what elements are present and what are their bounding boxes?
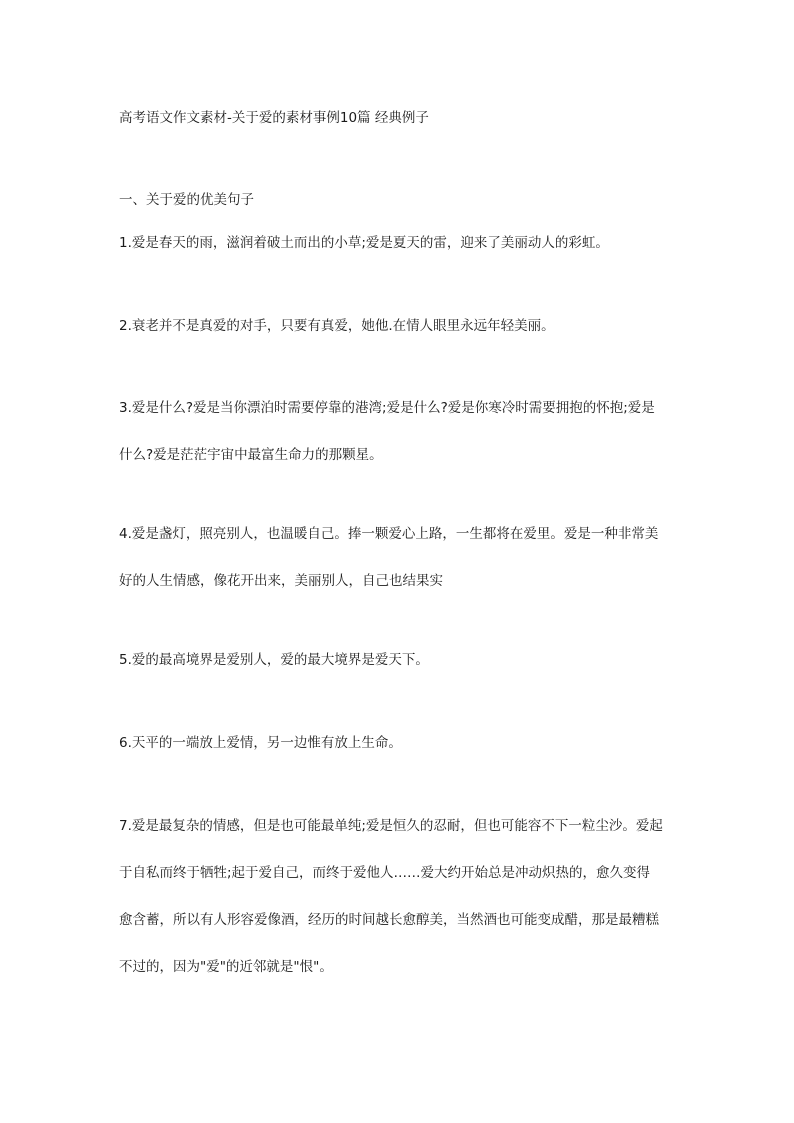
paragraph-4 bbox=[119, 524, 679, 591]
paragraph-line: 4.爱是盏灯，照亮别人，也温暖自己。捧一颗爱心上路，一生都将在爱里。爱是一种非常美 bbox=[119, 526, 659, 542]
paragraph-6 bbox=[119, 733, 679, 753]
paragraph-line: 3.爱是什么?爱是当你漂泊时需要停靠的港湾;爱是什么?爱是你寒冷时需要拥抱的怀抱;爱是 bbox=[119, 400, 655, 416]
section-heading: 一、关于爱的优美句子 bbox=[119, 192, 254, 208]
document-title: 高考语文作文素材-关于爱的素材事例10篇 经典例子 bbox=[119, 110, 429, 126]
paragraph-line: 什么?爱是茫茫宇宙中最富生命力的那颗星。 bbox=[119, 447, 383, 463]
paragraph-line: 不过的，因为"爱"的近邻就是"恨"。 bbox=[119, 959, 333, 975]
paragraph-line: 2.衰老并不是真爱的对手，只要有真爱，她他.在情人眼里永远年轻美丽。 bbox=[119, 318, 555, 334]
paragraph-line: 愈含蓄，所以有人形容爱像酒，经历的时间越长愈醇美，当然酒也可能变成醋，那是最糟糕 bbox=[119, 912, 659, 928]
paragraph-line: 1.爱是春天的雨，滋润着破土而出的小草;爱是夏天的雷，迎来了美丽动人的彩虹。 bbox=[119, 235, 609, 251]
paragraph-3 bbox=[119, 398, 679, 465]
paragraph-line: 6.天平的一端放上爱情，另一边惟有放上生命。 bbox=[119, 735, 402, 751]
paragraph-2 bbox=[119, 316, 679, 336]
paragraph-line: 5.爱的最高境界是爱别人，爱的最大境界是爱天下。 bbox=[119, 652, 429, 668]
paragraph-line: 于自私而终于牺牲;起于爱自己，而终于爱他人……爱大约开始总是冲动炽热的，愈久变得 bbox=[119, 865, 651, 881]
paragraph-1 bbox=[119, 233, 679, 253]
paragraph-5 bbox=[119, 650, 679, 670]
paragraph-line: 7.爱是最复杂的情感，但是也可能最单纯;爱是恒久的忍耐，但也可能容不下一粒尘沙。爱起 bbox=[119, 818, 663, 834]
paragraph-line: 好的人生情感，像花开出来，美丽别人，自己也结果实 bbox=[119, 573, 443, 589]
paragraph-7 bbox=[119, 816, 679, 977]
